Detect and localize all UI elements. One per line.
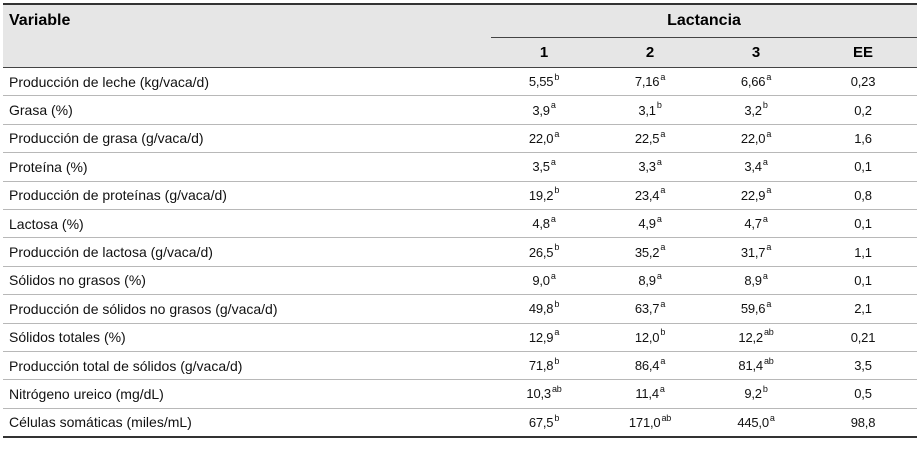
significance-superscript: a <box>766 242 772 253</box>
cell-lactation-3 <box>703 96 809 124</box>
cell-lactation-2 <box>597 68 703 96</box>
cell-standard-error: 0,1 <box>809 209 917 237</box>
table-row <box>3 124 917 152</box>
significance-superscript: a <box>550 100 556 111</box>
significance-superscript: a <box>660 355 666 366</box>
cell-lactation-2 <box>597 181 703 209</box>
cell-lactation-2 <box>597 266 703 294</box>
column-header-3: 3 <box>703 38 809 68</box>
significance-superscript: a <box>769 412 775 423</box>
lactation-group-header: Lactancia <box>491 4 917 38</box>
cell-value: 10,3 <box>526 386 551 402</box>
cell-value: 4,9 <box>638 216 656 232</box>
cell-standard-error: 1,1 <box>809 238 917 266</box>
cell-value: 9,2 <box>744 386 762 402</box>
cell-lactation-2 <box>597 96 703 124</box>
significance-superscript: a <box>656 270 662 281</box>
significance-superscript: a <box>766 298 772 309</box>
cell-lactation-2 <box>597 408 703 437</box>
row-variable-label: Producción de grasa (g/vaca/d) <box>3 124 491 152</box>
cell-standard-error: 0,23 <box>809 68 917 96</box>
cell-standard-error: 1,6 <box>809 124 917 152</box>
cell-lactation-2 <box>597 295 703 323</box>
significance-superscript: b <box>554 412 560 423</box>
significance-superscript: a <box>766 185 772 196</box>
significance-superscript: b <box>762 100 768 111</box>
cell-value: 26,5 <box>528 244 554 260</box>
significance-superscript: a <box>550 270 556 281</box>
cell-lactation-1 <box>491 68 597 96</box>
cell-value: 4,7 <box>744 216 762 232</box>
cell-value: 5,55 <box>528 74 554 90</box>
cell-lactation-2 <box>597 351 703 379</box>
header-row-columns <box>3 38 917 68</box>
cell-value: 3,9 <box>532 102 550 118</box>
cell-lactation-3 <box>703 68 809 96</box>
significance-superscript: b <box>554 185 560 196</box>
cell-standard-error: 98,8 <box>809 408 917 437</box>
table-row <box>3 181 917 209</box>
cell-value: 63,7 <box>634 301 660 317</box>
cell-value: 9,0 <box>532 272 550 288</box>
table-row <box>3 295 917 323</box>
cell-standard-error: 3,5 <box>809 351 917 379</box>
cell-standard-error: 0,1 <box>809 266 917 294</box>
significance-superscript: b <box>554 298 560 309</box>
table-row <box>3 153 917 181</box>
cell-lactation-1 <box>491 153 597 181</box>
significance-superscript: a <box>762 213 768 224</box>
significance-superscript: a <box>550 213 556 224</box>
cell-lactation-1 <box>491 323 597 351</box>
significance-superscript: a <box>762 270 768 281</box>
cell-standard-error: 0,5 <box>809 380 917 408</box>
cell-lactation-3 <box>703 295 809 323</box>
results-table-container <box>3 3 917 438</box>
table-row <box>3 351 917 379</box>
cell-lactation-2 <box>597 124 703 152</box>
column-header-ee: EE <box>809 38 917 68</box>
cell-lactation-1 <box>491 209 597 237</box>
cell-value: 3,4 <box>744 159 762 175</box>
cell-value: 11,4 <box>635 386 659 402</box>
cell-lactation-1 <box>491 266 597 294</box>
row-variable-label: Producción de sólidos no grasos (g/vaca/d) <box>3 295 491 323</box>
table-body <box>3 68 917 438</box>
significance-superscript: a <box>762 157 768 168</box>
cell-lactation-3 <box>703 380 809 408</box>
significance-superscript: ab <box>551 384 562 395</box>
cell-lactation-3 <box>703 238 809 266</box>
row-variable-label: Producción total de sólidos (g/vaca/d) <box>3 351 491 379</box>
cell-lactation-1 <box>491 408 597 437</box>
cell-standard-error: 0,2 <box>809 96 917 124</box>
cell-lactation-1 <box>491 351 597 379</box>
cell-value: 22,0 <box>740 130 766 146</box>
column-header-1: 1 <box>491 38 597 68</box>
cell-value: 19,2 <box>528 187 554 203</box>
cell-value: 31,7 <box>740 244 766 260</box>
significance-superscript: a <box>766 128 772 139</box>
cell-value: 59,6 <box>740 301 766 317</box>
cell-value: 7,16 <box>634 74 660 90</box>
significance-superscript: a <box>660 242 666 253</box>
cell-lactation-2 <box>597 153 703 181</box>
cell-value: 49,8 <box>528 301 554 317</box>
cell-value: 12,0 <box>634 329 660 345</box>
cell-value: 67,5 <box>528 414 554 430</box>
significance-superscript: ab <box>763 355 774 366</box>
variable-column-header: Variable <box>3 4 491 38</box>
cell-value: 171,0 <box>628 414 661 430</box>
cell-standard-error: 0,8 <box>809 181 917 209</box>
cell-lactation-3 <box>703 323 809 351</box>
cell-value: 71,8 <box>528 358 554 374</box>
cell-value: 22,9 <box>740 187 766 203</box>
significance-superscript: a <box>656 157 662 168</box>
row-variable-label: Células somáticas (miles/mL) <box>3 408 491 437</box>
cell-value: 22,0 <box>528 130 554 146</box>
row-variable-label: Grasa (%) <box>3 96 491 124</box>
table-row <box>3 266 917 294</box>
cell-lactation-3 <box>703 351 809 379</box>
cell-standard-error: 0,1 <box>809 153 917 181</box>
cell-lactation-2 <box>597 380 703 408</box>
cell-lactation-1 <box>491 181 597 209</box>
cell-value: 12,2 <box>738 329 763 345</box>
significance-superscript: a <box>656 213 662 224</box>
cell-lactation-3 <box>703 408 809 437</box>
table-row <box>3 68 917 96</box>
cell-value: 6,66 <box>740 74 766 90</box>
table-row <box>3 323 917 351</box>
significance-superscript: a <box>554 128 560 139</box>
table-row <box>3 238 917 266</box>
cell-lactation-3 <box>703 181 809 209</box>
lactation-results-table <box>3 3 917 438</box>
cell-lactation-3 <box>703 124 809 152</box>
cell-value: 3,2 <box>744 102 762 118</box>
row-variable-label: Nitrógeno ureico (mg/dL) <box>3 380 491 408</box>
significance-superscript: b <box>660 327 666 338</box>
significance-superscript: b <box>762 384 768 395</box>
significance-superscript: b <box>554 242 560 253</box>
cell-value: 22,5 <box>634 130 660 146</box>
significance-superscript: a <box>550 157 556 168</box>
cell-lactation-3 <box>703 266 809 294</box>
significance-superscript: a <box>659 384 665 395</box>
significance-superscript: a <box>660 128 666 139</box>
cell-value: 12,9 <box>528 329 554 345</box>
cell-value: 35,2 <box>634 244 660 260</box>
cell-lactation-2 <box>597 323 703 351</box>
significance-superscript: b <box>656 100 662 111</box>
cell-standard-error: 0,21 <box>809 323 917 351</box>
significance-superscript: a <box>554 327 560 338</box>
row-variable-label: Producción de leche (kg/vaca/d) <box>3 68 491 96</box>
row-variable-label: Producción de lactosa (g/vaca/d) <box>3 238 491 266</box>
cell-value: 81,4 <box>738 358 763 374</box>
table-row <box>3 380 917 408</box>
significance-superscript: b <box>554 71 560 82</box>
variable-column-header-spacer <box>3 38 491 68</box>
cell-value: 3,5 <box>532 159 550 175</box>
cell-standard-error: 2,1 <box>809 295 917 323</box>
cell-lactation-1 <box>491 238 597 266</box>
cell-value: 86,4 <box>634 358 660 374</box>
cell-lactation-1 <box>491 96 597 124</box>
header-row-group <box>3 4 917 38</box>
table-row <box>3 209 917 237</box>
cell-value: 3,3 <box>638 159 656 175</box>
cell-lactation-3 <box>703 209 809 237</box>
cell-lactation-1 <box>491 380 597 408</box>
row-variable-label: Sólidos totales (%) <box>3 323 491 351</box>
significance-superscript: ab <box>661 412 672 423</box>
cell-lactation-1 <box>491 295 597 323</box>
cell-value: 23,4 <box>634 187 660 203</box>
row-variable-label: Lactosa (%) <box>3 209 491 237</box>
column-header-2: 2 <box>597 38 703 68</box>
row-variable-label: Proteína (%) <box>3 153 491 181</box>
cell-value: 445,0 <box>737 414 769 430</box>
cell-value: 4,8 <box>532 216 550 232</box>
significance-superscript: b <box>554 355 560 366</box>
row-variable-label: Producción de proteínas (g/vaca/d) <box>3 181 491 209</box>
significance-superscript: ab <box>763 327 774 338</box>
cell-value: 8,9 <box>744 272 762 288</box>
significance-superscript: a <box>660 298 666 309</box>
cell-lactation-2 <box>597 209 703 237</box>
significance-superscript: a <box>660 71 666 82</box>
significance-superscript: a <box>766 71 772 82</box>
significance-superscript: a <box>660 185 666 196</box>
cell-lactation-1 <box>491 124 597 152</box>
row-variable-label: Sólidos no grasos (%) <box>3 266 491 294</box>
table-row <box>3 408 917 437</box>
cell-lactation-3 <box>703 153 809 181</box>
cell-value: 3,1 <box>638 102 656 118</box>
table-row <box>3 96 917 124</box>
cell-lactation-2 <box>597 238 703 266</box>
cell-value: 8,9 <box>638 272 656 288</box>
table-header <box>3 4 917 68</box>
